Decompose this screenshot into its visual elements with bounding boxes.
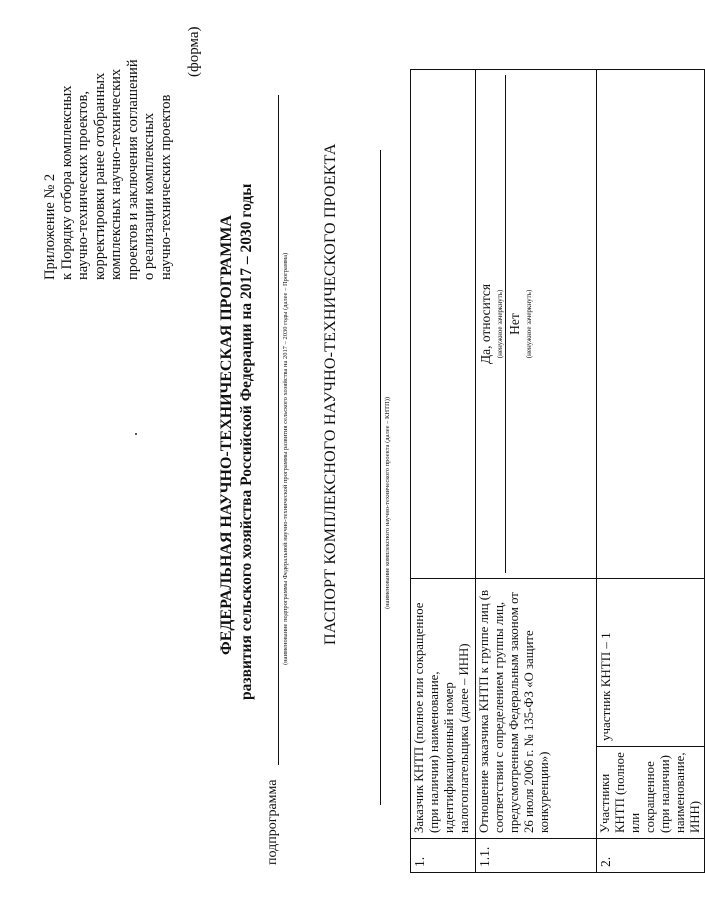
appendix-line: комплексных научно-технических: [108, 68, 124, 280]
cell-description: Заказчик КНТП (полное или сокращенное (при наличии) наименование, идентификационный номер налогоплательщика (далее – ИНН): [411, 579, 476, 839]
appendix-line: о реализации комплексных: [141, 112, 157, 280]
cell-description: Отношение заказчика КНТП к группе лиц (в соответствии с определением группы лиц, предусмотренным Федеральным законом от 26 июля 2006 г. № 135-ФЗ «О защите конкуренции»): [476, 579, 597, 839]
project-name-note: (наименование комплексного научно-технического проекта (далее – КНТП)): [384, 396, 391, 609]
appendix-line: корректировки ранее отобранных: [91, 72, 108, 280]
option-yes-hint: (ненужное зачеркнуть): [496, 289, 504, 359]
appendix-line: проектов и заключения соглашений: [124, 59, 141, 280]
table-row: [411, 70, 476, 873]
table-row: [597, 70, 705, 873]
appendix-line: Приложение № 2: [42, 173, 58, 280]
cell-number: 1.1.: [476, 839, 597, 873]
program-title: ФЕДЕРАЛЬНАЯ НАУЧНО-ТЕХНИЧЕСКАЯ ПРОГРАММА: [218, 215, 235, 655]
passport-title: ПАСПОРТ КОМПЛЕКСНОГО НАУЧНО-ТЕХНИЧЕСКОГО ПРОЕКТА: [322, 143, 339, 645]
cell-choice: [476, 70, 597, 579]
appendix-line: к Порядку отбора комплексных: [58, 85, 75, 280]
cell-description: Участники КНТП (полное или сокращенное (при наличии) наименование, ИНН): [597, 747, 705, 839]
appendix-block: [42, 10, 174, 280]
subprogram-fill-line: [278, 95, 279, 765]
subprogram-label: подпрограмма: [265, 779, 280, 865]
cell-number: 1.: [411, 839, 476, 873]
table-row: [476, 70, 597, 873]
option-no-hint: (ненужное зачеркнуть): [525, 289, 533, 359]
cell-value-empty: [597, 70, 705, 579]
option-no-text: Нет: [507, 313, 522, 335]
choice-no: [506, 75, 536, 573]
scan-speck: [135, 433, 137, 435]
program-subtitle: развития сельского хозяйства Российской Федерации на 2017 – 2030 годы: [238, 183, 255, 700]
option-yes-text: Да, относится: [478, 283, 493, 365]
subprogram-note: (наименование подпрограммы Федеральной научно-технической программы развития сельского хозяйства на 2017 – 2030 годы (далее – Программа): [282, 252, 289, 665]
participant-label: участник КНТП – 1: [598, 632, 613, 741]
appendix-line: научно-технических проектов: [157, 94, 174, 280]
appendix-line: научно-технических проектов,: [75, 91, 91, 280]
project-name-fill-line: [380, 150, 381, 805]
form-label: (форма): [186, 26, 202, 77]
cell-participant: [597, 579, 705, 747]
cell-number: 2.: [597, 839, 705, 873]
passport-table: [410, 69, 705, 873]
cell-value-empty: [411, 70, 476, 579]
choice-yes: [477, 75, 505, 573]
